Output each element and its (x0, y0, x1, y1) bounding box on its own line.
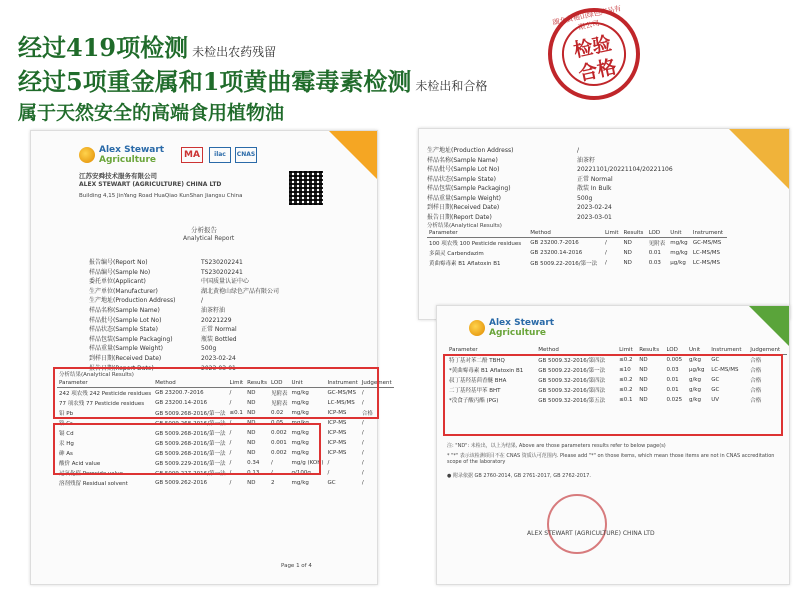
info-field-label: 样品状态(Sample State) (427, 175, 496, 183)
table-cell: ND (247, 440, 256, 446)
info-field-value: 2023-02-24 (577, 204, 612, 211)
table-cell: ≤10 (619, 367, 631, 373)
table-cell: GB 5009.262-2016 (155, 480, 208, 486)
table-cell: ND (247, 400, 256, 406)
table-cell: 汞 Hg (59, 441, 74, 447)
table-cell: 2 (271, 480, 275, 486)
table-cell: 合格 (750, 378, 762, 384)
table-cell: 0.03 (648, 260, 661, 266)
info-field-row (427, 204, 612, 223)
table-cell: / (229, 390, 232, 396)
report-back-results-table (427, 229, 727, 268)
info-field-value: 20221229 (201, 316, 232, 324)
table-header-cell: Unit (687, 346, 709, 355)
headline-pesticide-note: 未检出农药残留 (192, 45, 277, 59)
info-field-value: 中国质量认证中心 (201, 278, 250, 286)
table-cell: 0.02 (271, 410, 284, 416)
table-row (57, 478, 394, 488)
table-cell: 0.002 (271, 430, 287, 436)
table-cell: g/kg (688, 357, 701, 363)
table-header-cell: Instrument (691, 229, 727, 238)
table-cell: ND (247, 450, 256, 456)
table-cell: 酸价 Acid value (59, 461, 101, 467)
table-cell: 二丁基羟基甲苯 BHT (449, 388, 501, 394)
table-header-cell: Judgement (361, 380, 392, 386)
table-cell: 0.01 (648, 250, 661, 256)
table-cell: 见附表 (271, 401, 288, 407)
table-cell: mg/kg (291, 430, 309, 436)
table-cell: 铬 Cr (59, 421, 73, 427)
info-field-label: 样品名称(Sample Name) (427, 156, 498, 164)
verification-qr-code (289, 171, 323, 205)
info-field-value: 正常 Normal (577, 175, 613, 183)
headline-heavy-metal-main: 经过5项重金属和1项黄曲霉毒素检测 (18, 67, 412, 96)
table-row (427, 258, 727, 268)
table-cell: ND (247, 390, 256, 396)
table-cell: mg/kg (291, 450, 309, 456)
table-cell: 特丁基对苯二酚 TBHQ (449, 358, 505, 364)
table-cell: / (604, 260, 607, 266)
table-header-cell: Method (153, 379, 227, 388)
table-row (427, 248, 727, 258)
info-field-label: 报告日期(Report Date) (427, 213, 492, 221)
logo-brand-2: Alex Stewart (489, 318, 555, 328)
table-cell: 合格 (361, 411, 373, 417)
info-field-label: 报告日期(Report Date) (89, 364, 154, 372)
table-cell: / (327, 460, 330, 466)
info-field-label: 生产地址(Production Address) (427, 147, 514, 154)
table-cell: mg/kg (291, 480, 309, 486)
table-cell: mg/kg (291, 400, 309, 406)
table-cell: GB 5009.268-2016/第一法 (155, 451, 226, 457)
table-cell: GB 5009.32-2016/第四法 (538, 378, 606, 384)
table-cell: GC-MS/MS (692, 240, 722, 246)
report-corner-decoration (329, 131, 377, 179)
stamp-line-1: 检验 (571, 32, 614, 62)
table-cell: GB 5009.22-2016/第一法 (530, 261, 598, 267)
table-cell: GC-MS/MS (327, 390, 356, 396)
table-header-cell: Results (637, 346, 664, 355)
table-cell: ND (639, 357, 648, 363)
table-cell: 见附表 (271, 391, 288, 397)
info-field-label: 生产地址(Production Address) (89, 297, 176, 305)
table-cell: ND (639, 367, 648, 373)
table-cell: 多菌灵 Carbendazim (429, 251, 484, 257)
info-field-label: 到样日期(Received Date) (89, 355, 162, 362)
table-cell: 242 项农残 242 Pesticide residues (59, 391, 152, 397)
table-cell: / (271, 460, 273, 466)
table-cell: GC (711, 357, 720, 363)
table-cell: ≤0.2 (619, 377, 633, 383)
table-cell: 0.05 (271, 420, 284, 426)
report-back-corner-decoration (729, 129, 789, 189)
table-cell: / (361, 430, 364, 436)
ilac-badge-icon: ilac (209, 147, 231, 163)
table-cell: 0.001 (271, 440, 287, 446)
company-address: Building 4,15 JinYang Road HuaQiao KunShan Jiangsu China (79, 193, 243, 199)
info-field-value: 散装 In Bulk (577, 185, 612, 192)
table-cell: LC-MS/MS (327, 400, 355, 406)
table-cell: ICP-MS (327, 440, 347, 446)
table-cell: mg/kg (291, 440, 309, 446)
table-cell: ND (623, 240, 632, 246)
headline-pesticide (18, 28, 276, 63)
table-cell: mg/kg (291, 420, 309, 426)
table-cell: / (229, 480, 232, 486)
table-cell: 0.005 (666, 357, 683, 363)
table-cell: GB 5009.22-2016/第一法 (538, 368, 606, 374)
table-cell: ICP-MS (327, 450, 347, 456)
headline-heavy-metal (18, 62, 487, 97)
table-cell: g/100g (291, 470, 311, 476)
table-cell: / (361, 450, 364, 456)
table-cell: / (361, 440, 364, 446)
table-cell: LC-MS/MS (711, 367, 739, 373)
table-cell: g/kg (688, 387, 701, 393)
table-cell: GB 5009.268-2016/第一法 (155, 411, 226, 417)
table-cell: mg/kg (291, 410, 309, 416)
table-cell: UV (711, 397, 720, 403)
info-field-label: 委托单位(Applicant) (89, 278, 146, 286)
table-cell: ND (623, 250, 632, 256)
table-cell: *黄曲霉毒素 B1 Aflatoxin B1 (449, 368, 524, 374)
company-name-cn: 江苏安舜技术服务有限公司 (79, 172, 157, 180)
table-cell: g/kg (688, 397, 701, 403)
table-cell: 0.03 (666, 367, 679, 373)
stamp-line-2: 合格 (576, 55, 619, 86)
table-cell: ICP-MS (327, 430, 347, 436)
table-cell: 溶剂残留 Residual solvent (59, 481, 128, 487)
table-cell: GC (711, 387, 720, 393)
table-header-cell: Unit (668, 229, 691, 238)
table-cell: GC (327, 480, 336, 486)
table-header-cell: Instrument (327, 380, 358, 386)
info-field-label: 样品重量(Sample Weight) (89, 345, 163, 353)
table-cell: mg/g (KOH) (291, 460, 324, 466)
info-field-label: 报告编号(Report No) (89, 259, 148, 266)
table-cell: / (604, 250, 607, 256)
table-cell: 黄曲霉毒素 B1 Aflatoxin B1 (429, 261, 501, 267)
report-back-results-title: 分析结果(Analytical Results) (427, 223, 502, 229)
info-field-value: 正常 Normal (201, 326, 237, 334)
table-cell: ND (247, 420, 256, 426)
table-cell: / (361, 420, 364, 426)
table-cell: ICP-MS (327, 420, 347, 426)
table-cell: ND (247, 480, 256, 486)
alex-stewart-logo-2 (469, 318, 554, 338)
table-cell: ≤0.2 (619, 357, 633, 363)
table-cell: / (229, 440, 232, 446)
info-field-label: 生产单位(Manufacturer) (89, 287, 158, 295)
table-cell: 0.025 (666, 397, 683, 403)
table-cell: GB 5009.32-2016/第五法 (538, 398, 606, 404)
headline-pesticide-main: 经过419项检测 (18, 33, 189, 62)
report-title-cn: 分析报告 (191, 226, 217, 234)
info-field-label: 样品包装(Sample Packaging) (427, 185, 511, 192)
table-header-cell: Method (528, 229, 603, 238)
table-cell: / (271, 470, 273, 476)
table-header-cell: Limit (603, 229, 622, 238)
info-field-label: 样品状态(Sample State) (89, 326, 158, 334)
table-cell: *没食子酸丙酯 (PG) (449, 398, 499, 404)
table-header-cell: Results (247, 380, 268, 386)
info-field-value: 500g (201, 345, 217, 353)
headline-heavy-metal-note: 未检出和合格 (415, 79, 488, 93)
info-field-value: 500g (577, 194, 593, 202)
report-back-table-header (427, 229, 727, 238)
table-cell: ND (639, 397, 648, 403)
pesticide-highlight-box (53, 364, 379, 419)
page-number: Page 1 of 4 (281, 563, 312, 569)
table-cell: GB 5009.32-2016/第四法 (538, 358, 606, 364)
logo-leaf-icon (79, 147, 95, 163)
table-cell: 100 项农残 100 Pesticide residues (429, 241, 522, 247)
table-cell: GB 5009.227-2016/第一法 (155, 471, 226, 477)
table-cell: 合格 (750, 358, 762, 364)
table-cell: 0.01 (666, 387, 679, 393)
table-cell: GB 23200.14-2016 (155, 400, 208, 406)
table-cell: / (229, 460, 232, 466)
table-cell: g/kg (688, 377, 701, 383)
stamp-ring-text: 湖北黄袍山绿色产品有限公司 (551, 4, 622, 32)
table-cell: / (361, 400, 364, 406)
table-cell: / (229, 450, 232, 456)
report2-note-standard: ● 附录依据 GB 2760-2014, GB 2761-2017, GB 2762-2017. (447, 473, 591, 479)
inspection-passed-stamp (539, 0, 648, 109)
cnas-badge-icon: CNAS (235, 147, 257, 163)
table-cell: 合格 (750, 398, 762, 404)
table-cell: 0.13 (247, 470, 260, 476)
table-cell: 镉 Cd (59, 431, 74, 437)
table-header-cell: Method (536, 346, 617, 355)
table-header-cell: Parameter (57, 379, 153, 388)
table-cell: LC-MS/MS (692, 250, 721, 256)
company-name-en: ALEX STEWART (AGRICULTURE) CHINA LTD (79, 181, 222, 188)
table-header-cell: Limit (229, 380, 244, 386)
table-cell: GB 5009.268-2016/第一法 (155, 421, 226, 427)
table-cell: / (361, 390, 364, 396)
table-header-cell: Instrument (709, 346, 748, 355)
report2-note-cnas: * "*" 表示该检测项目不在 CNAS 资质认可范围内. Please add "*" on those items, which mean those items are not in CNAS accreditation scope of the laboratory (447, 453, 775, 465)
info-field-value: 2023-03-01 (201, 364, 236, 372)
table-header-cell: Limit (617, 346, 637, 355)
info-field-value: 油茶籽 (577, 156, 596, 164)
table-cell: ND (247, 410, 256, 416)
table-cell: 铅 Pb (59, 411, 74, 417)
table-cell: 0.002 (271, 450, 287, 456)
info-field-value: 瓶装 Bottled (201, 335, 237, 343)
table-cell: ICP-MS (327, 410, 347, 416)
table-cell: mg/kg (670, 250, 688, 256)
info-field-label: 样品编号(Sample No) (89, 268, 151, 276)
info-field-label: 样品批号(Sample Lot No) (427, 166, 500, 173)
table-cell: / (604, 240, 607, 246)
info-field-value: 2023-03-01 (577, 213, 612, 221)
table-cell: 过氧化值 Peroxide value (59, 471, 124, 477)
table-cell: / (229, 420, 232, 426)
table-cell: ND (639, 377, 648, 383)
table-cell: / (229, 470, 232, 476)
table-cell: ND (247, 430, 256, 436)
table-cell: GB 5009.32-2016/第四法 (538, 388, 606, 394)
table-cell: 0.34 (247, 460, 260, 466)
cma-badge-icon: MA (181, 147, 203, 163)
logo-brand: Alex Stewart (99, 145, 165, 155)
info-field-value: TS230202241 (201, 259, 243, 266)
table-header-cell: Parameter (427, 229, 528, 238)
report2-company-name: ALEX STEWART (AGRICULTURE) CHINA LTD (527, 530, 655, 537)
table-cell: ND (639, 387, 648, 393)
table-cell: GB 23200.7-2016 (155, 390, 204, 396)
table-cell: / (229, 430, 232, 436)
report-title-en: Analytical Report (183, 235, 235, 242)
table-cell: 77 项农残 77 Pesticide residues (59, 401, 145, 407)
info-field-label: 样品批号(Sample Lot No) (89, 316, 162, 324)
table-cell: 合格 (750, 368, 762, 374)
table-cell: / (361, 470, 364, 476)
analytical-report-1 (30, 130, 392, 585)
company-seal-icon (547, 494, 607, 554)
table-cell: GB 23200.7-2016 (530, 240, 579, 246)
table-cell: ND (623, 260, 632, 266)
table-cell: 砷 As (59, 451, 73, 457)
heavy-metal-highlight-box (53, 423, 321, 475)
table-header-cell: LOD (269, 379, 290, 388)
table-cell: 见附表 (648, 241, 666, 247)
table-cell: μg/kg (688, 367, 705, 373)
info-field-label: 样品包装(Sample Packaging) (89, 335, 173, 343)
info-field-value: / (577, 147, 580, 154)
headline-natural-oil: 属于天然安全的高端食用植物油 (18, 102, 285, 124)
table-cell: / (361, 480, 364, 486)
table-cell: / (327, 470, 330, 476)
table-cell: 0.01 (666, 377, 679, 383)
table-cell: ≤0.1 (229, 410, 243, 416)
table-cell: ≤0.1 (619, 397, 633, 403)
table-header-cell: Judgement (748, 346, 787, 355)
table-cell: GB 23200.14-2016 (530, 250, 583, 256)
table-cell: ≤0.2 (619, 387, 633, 393)
alex-stewart-logo (79, 145, 164, 165)
info-field-value: 2023-02-24 (201, 355, 236, 362)
info-field-label: 样品名称(Sample Name) (89, 307, 160, 314)
table-header-cell: Unit (290, 379, 326, 388)
info-field-label: 到样日期(Received Date) (427, 204, 500, 211)
report2-corner-decoration (749, 306, 789, 346)
additive-highlight-box (443, 354, 783, 436)
info-field-value: TS230202241 (201, 268, 243, 276)
table-header-cell: LOD (664, 346, 687, 355)
table-header-cell: Parameter (447, 346, 536, 355)
table-cell: LC-MS/MS (692, 260, 721, 266)
info-field-value: 油茶籽油 (201, 307, 226, 314)
logo-leaf-icon-2 (469, 320, 485, 336)
table-row (427, 238, 727, 249)
info-field-value: 20221101/20221104/20221106 (577, 166, 673, 173)
analytical-report-2-back (418, 128, 790, 320)
table-cell: 叔丁基羟基茴香醚 BHA (449, 378, 507, 384)
logo-brand-sub-2: Agriculture (489, 328, 547, 338)
results-section-title: 分析结果(Analytical Results) (59, 372, 134, 378)
table-cell: mg/kg (291, 390, 309, 396)
table-cell: / (229, 400, 232, 406)
logo-brand-sub: Agriculture (99, 155, 157, 165)
info-field-label: 样品重量(Sample Weight) (427, 194, 501, 202)
report2-note-nd: 注: "ND": 未检出，以上为结果, Above are those parameters results refer to below page(s) (447, 443, 666, 449)
table-cell: GB 5009.268-2016/第一法 (155, 441, 226, 447)
info-field-value: 湖北黄袍山绿色产品有限公司 (201, 287, 280, 295)
table-cell: GC (711, 377, 720, 383)
info-field-value: / (201, 297, 204, 305)
analytical-report-2 (436, 305, 790, 585)
table-cell: 合格 (750, 388, 762, 394)
table-cell: μg/kg (670, 260, 686, 266)
table-cell: mg/kg (670, 240, 688, 246)
table-cell: GB 5009.268-2016/第一法 (155, 431, 226, 437)
table-cell: GB 5009.229-2016/第一法 (155, 461, 226, 467)
table-header-cell: Results (622, 229, 647, 238)
table-cell: / (361, 460, 364, 466)
table-header-cell: LOD (647, 229, 669, 238)
